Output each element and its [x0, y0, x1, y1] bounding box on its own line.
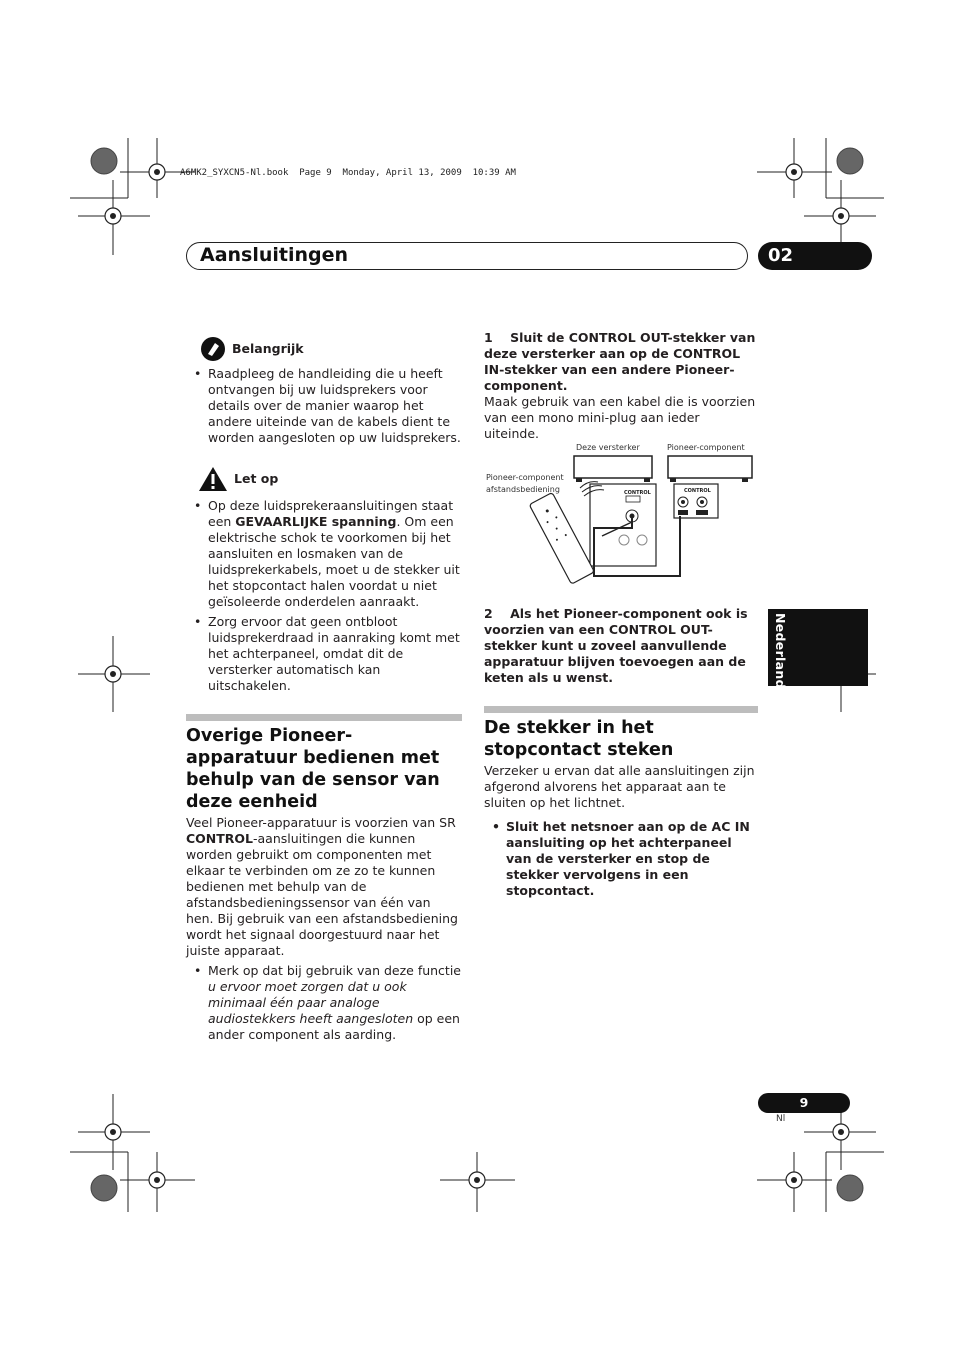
section-paragraph: Veel Pioneer-apparatuur is voorzien van SR CONTROL-aansluitingen die kunnen worden gebruikt om componenten met elkaar te verbinden om ze zo te kunnen bedienen met behulp van de afstandsbedieningssensor van één van hen. Bij gebruik van een afstandsbediening wordt het signaal doorgestuurd naar het juiste apparaat. — [186, 815, 458, 958]
page-language-code: Nl — [776, 1114, 786, 1124]
list-item: • Zorg ervoor dat geen ontbloot luidsprekerdraad in aanraking komt met het achterpaneel, omdat dit de versterker automatisch kan uitschakelen. — [186, 614, 462, 694]
caution-heading-row — [198, 466, 462, 492]
section-list — [186, 963, 462, 1043]
label-component: Pioneer-component — [667, 443, 745, 452]
label-amplifier: Deze versterker — [576, 443, 640, 452]
amplifier-rear-panel — [590, 484, 656, 566]
language-label: Nederlands — [773, 613, 788, 697]
pen-icon — [200, 336, 226, 362]
svg-text:CONTROL: CONTROL — [624, 490, 651, 496]
step-2: 2 Als het Pioneer-component ook is voorzien van een CONTROL OUT-stekker kunt u zoveel aanvullende apparatuur blijven toevoegen aan de keten als u wenst. — [484, 606, 748, 685]
chapter-number: 02 — [758, 242, 872, 270]
list-item: • Raadpleeg de handleiding die u heeft ontvangen bij uw luidsprekers voor details over de manier waarop het andere uiteinde van de kabels dient te worden aangesloten op uw luidsprekers. — [186, 366, 462, 446]
step-1-description: Maak gebruik van een kabel die is voorzien van een mono mini-plug aan ieder uiteinde. — [484, 394, 756, 441]
important-list — [186, 366, 462, 446]
connection-diagram — [484, 436, 758, 586]
page-title: Aansluitingen — [200, 244, 349, 266]
page-number: 9 — [758, 1093, 850, 1113]
section-title: De stekker in het stopcontact steken — [484, 718, 674, 760]
left-column — [186, 336, 462, 1047]
right-column-lower — [484, 606, 758, 903]
list-item: • Op deze luidsprekeraansluitingen staat een GEVAARLIJKE spanning. Om een elektrische schok te voorkomen bij het aansluiten en losmaken van de luidsprekerkabels, moet u de stekker uit het stopcontact halen voordat u niet geïsoleerde onderdelen aanraakt. — [186, 498, 462, 610]
amplifier-box — [574, 456, 652, 478]
caution-heading: Let op — [234, 471, 279, 486]
label-remote-line2: afstandsbediening — [486, 485, 560, 494]
section-rule — [186, 714, 462, 721]
label-remote-line1: Pioneer-component — [486, 473, 564, 482]
component-box — [668, 456, 752, 478]
caution-list — [186, 498, 462, 694]
svg-text:CONTROL: CONTROL — [684, 488, 711, 494]
section-rule — [484, 706, 758, 713]
section-list — [484, 819, 758, 899]
book-meta-line: A6MK2_SYXCN5-Nl.book Page 9 Monday, April 13, 2009 10:39 AM — [180, 168, 516, 178]
section-title: Overige Pioneer-apparatuur bedienen met behulp van de sensor van deze eenheid — [186, 726, 440, 812]
section-paragraph: Verzeker u ervan dat alle aansluitingen zijn afgerond alvorens het apparaat aan te sluiten op het lichtnet. — [484, 763, 755, 810]
right-column — [484, 330, 758, 442]
step-1: 1 Sluit de CONTROL OUT-stekker van deze versterker aan op de CONTROL IN-stekker van een andere Pioneer-component. — [484, 330, 756, 393]
list-item: • Sluit het netsnoer aan op de AC IN aansluiting op het achterpaneel van de versterker en stop de stekker vervolgens in een stopcontact. — [484, 819, 758, 899]
important-heading: Belangrijk — [232, 341, 304, 356]
warning-icon — [198, 466, 228, 492]
language-side-tab — [768, 609, 868, 697]
list-item: • Merk op dat bij gebruik van deze functie u ervoor moet zorgen dat u ook minimaal één paar analoge audiostekkers heeft aangesloten op een ander component als aarding. — [186, 963, 462, 1043]
remote-control — [529, 492, 594, 584]
important-note-heading-row — [200, 336, 462, 362]
